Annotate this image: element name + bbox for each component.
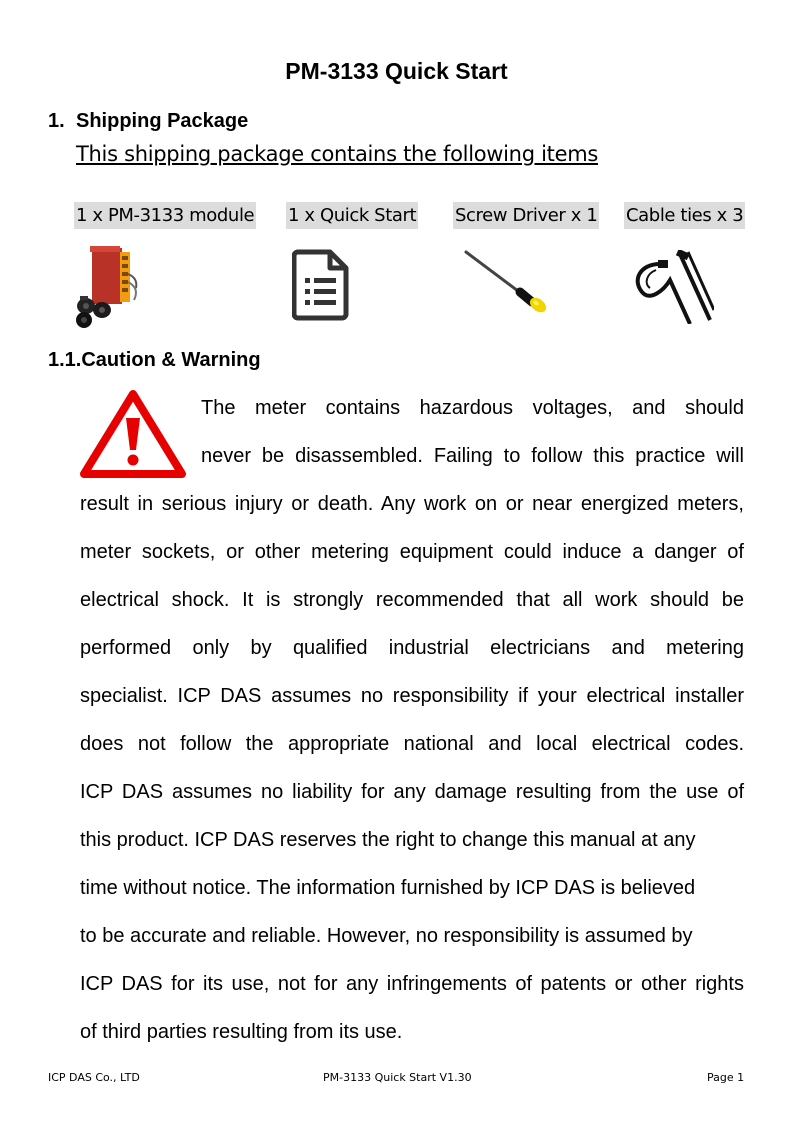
screwdriver-icon: [460, 246, 552, 319]
document-icon: [292, 248, 350, 327]
power-meter-module-icon: [72, 244, 144, 337]
text-line: to be accurate and reliable. However, no responsibility is assumed by: [80, 925, 693, 947]
section-heading-caution-warning: [48, 349, 261, 372]
section-number: 1.: [48, 110, 65, 132]
page-title: PM-3133 Quick Start: [285, 58, 508, 84]
text-line: ICP DAS for its use, not for any infringements of patents or other rights: [80, 973, 744, 995]
shipping-intro-text: This shipping package contains the following items: [76, 142, 598, 166]
item-label-module: 1 x PM-3133 module: [74, 202, 256, 229]
text-line: time without notice. The information furnished by ICP DAS is believed: [80, 877, 696, 899]
section-title: Caution & Warning: [81, 349, 261, 371]
section-heading-shipping-package: [48, 110, 248, 133]
text-line: meter sockets, or other metering equipment could induce a danger of: [80, 541, 744, 563]
text-line: ICP DAS assumes no liability for any damage resulting from the use of: [80, 781, 744, 803]
item-label-quick-start: 1 x Quick Start: [286, 202, 418, 229]
item-label-screwdriver: Screw Driver x 1: [453, 202, 599, 229]
warning-paragraph-start: [201, 384, 744, 480]
text-line: does not follow the appropriate national and local electrical codes.: [80, 733, 744, 755]
text-line: The meter contains hazardous voltages, and should: [201, 397, 744, 419]
text-line: performed only by qualified industrial electricians and metering: [80, 637, 744, 659]
footer-doc-version: PM-3133 Quick Start V1.30: [323, 1071, 472, 1084]
cable-ties-icon: [630, 250, 714, 329]
warning-paragraph-body: [80, 480, 744, 1056]
footer-page-number: Page 1: [707, 1071, 745, 1084]
item-label-cable-ties: Cable ties x 3: [624, 202, 745, 229]
text-line: result in serious injury or death. Any work on or near energized meters,: [80, 493, 744, 515]
footer-company: ICP DAS Co., LTD: [48, 1071, 140, 1084]
section-number: 1.1.: [48, 349, 82, 371]
warning-triangle-icon: [78, 388, 188, 485]
text-line: this product. ICP DAS reserves the right to change this manual at any: [80, 829, 696, 851]
text-line: electrical shock. It is strongly recommended that all work should be: [80, 589, 744, 611]
text-line: never be disassembled. Failing to follow this practice will: [201, 445, 744, 467]
text-line: of third parties resulting from its use.: [80, 1021, 403, 1043]
text-line: specialist. ICP DAS assumes no responsibility if your electrical installer: [80, 685, 744, 707]
section-title: Shipping Package: [76, 110, 249, 132]
